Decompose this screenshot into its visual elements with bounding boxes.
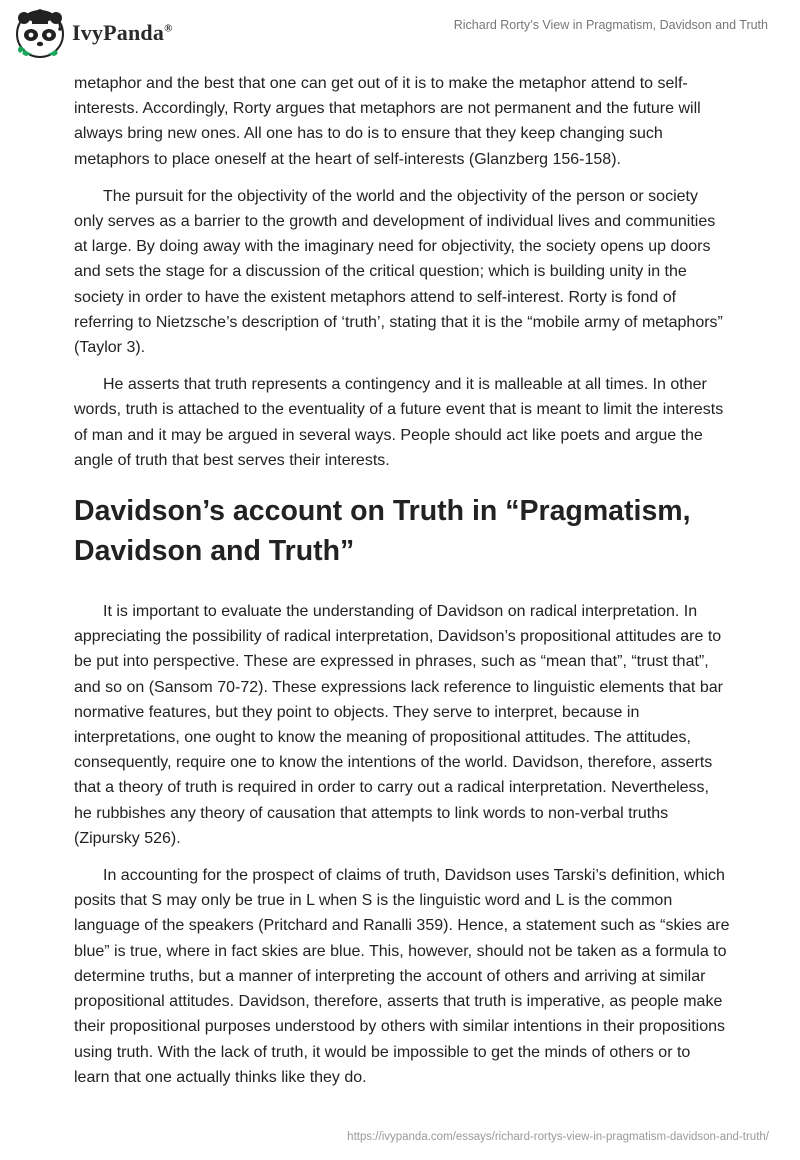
paragraph-1: metaphor and the best that one can get out of it is to make the metaphor attend to self-interests. Accordingly, Rorty argues that metaphors are not permanent and the future will always bring new ones. All one has to do is to ensure that they keep changing such metaphors to place oneself at the heart of self-interests (Glanzberg 156-158). bbox=[74, 75, 701, 168]
page-header bbox=[0, 0, 800, 70]
document-title: Richard Rorty’s View in Pragmatism, Davidson and Truth bbox=[453, 18, 768, 32]
ivypanda-logo[interactable] bbox=[14, 8, 173, 58]
section-heading: Davidson’s account on Truth in “Pragmatism, Davidson and Truth” bbox=[74, 495, 691, 568]
paragraph-3: He asserts that truth represents a contingency and it is malleable at all times. In other words, truth is attached to the eventuality of a future event that is meant to limit the interests of man and it may be argued in several ways. People should act like poets and argue the angle of truth that best serves their interests. bbox=[74, 376, 724, 469]
source-url[interactable]: https://ivypanda.com/essays/richard-rortys-view-in-pragmatism-davidson-and-truth/ bbox=[347, 1131, 769, 1143]
paragraph-2: The pursuit for the objectivity of the world and the objectivity of the person or society only serves as a barrier to the growth and development of individual lives and communities at large. By doing away with the imaginary need for objectivity, the society opens up doors and sets the stage for a discussion of the critical question; which is building unity in the society in order to have the existent metaphors attend to self-interest. Rorty is fond of referring to Nietzsche’s description of ‘truth’, stating that it is the “mobile army of metaphors” (Taylor 3). bbox=[74, 187, 723, 357]
essay-body bbox=[74, 71, 730, 1102]
paragraph-5: In accounting for the prospect of claims of truth, Davidson uses Tarski’s definition, which posits that S may only be true in L when S is the linguistic word and L is the common language of the speakers (Pritchard and Ranalli 359). Hence, a statement such as “skies are blue” is true, where in fact skies are blue. This, however, should not be taken as a formula to determine truths, but a manner of interpreting the account of others and arriving at similar propositional attitudes. Davidson, therefore, asserts that truth is imperative, as people make their propositional purposes understood by others with similar intentions in their propositions using truth. With the lack of truth, it would be impossible to get the minds of others or to learn that one actually thinks like they do. bbox=[74, 867, 730, 1086]
panda-logo-icon bbox=[14, 8, 66, 58]
brand-name: IvyPanda® bbox=[72, 20, 173, 45]
paragraph-4: It is important to evaluate the understanding of Davidson on radical interpretation. In appreciating the possibility of radical interpretation, Davidson’s propositional attitudes are to be put into perspective. These are expressed in phrases, such as “mean that”, “trust that”, and so on (Sansom 70-72). These expressions lack reference to linguistic elements that bar normative features, but they point to objects. They serve to interpret, because in interpretations, one ought to know the meaning of propositional attitudes. The attitudes, consequently, require one to know the intentions of the world. Davidson, therefore, asserts that a theory of truth is required in order to carry out a radical interpretation. Nevertheless, he rubbishes any theory of causation that attempts to link words to non-verbal truths (Zipursky 526). bbox=[74, 603, 723, 847]
